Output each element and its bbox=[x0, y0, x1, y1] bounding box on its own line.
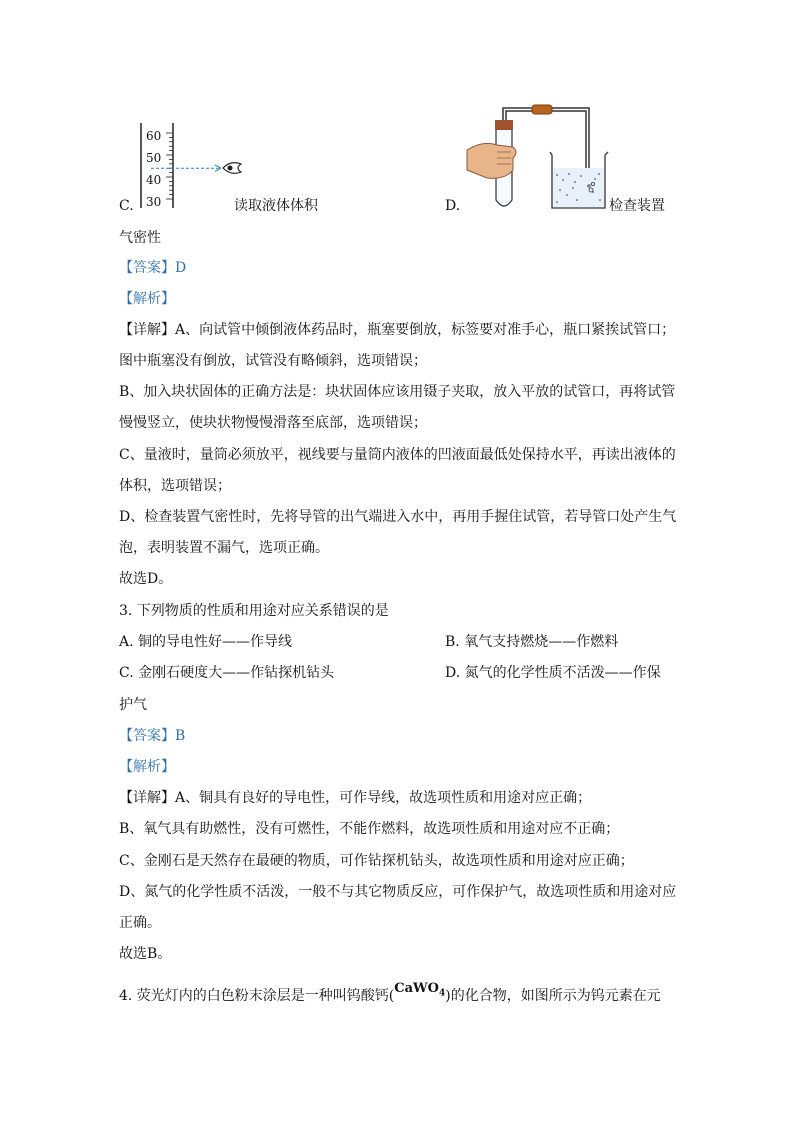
q4-stem-pre: 4. 荧光灯内的白色粉末涂层是一种叫钨酸钙( bbox=[119, 988, 395, 1004]
scale-tick-labels bbox=[146, 125, 161, 213]
figure-d-caption-cont: 气密性 bbox=[119, 230, 161, 246]
q3-line: D、氮气的化学性质不活泼，一般不与其它物质反应，可作保护气，故选项性质和用途对应 bbox=[119, 884, 677, 900]
figure-c-caption: 读取液体体积 bbox=[234, 198, 318, 214]
q4-stem-post: )的化合物，如图所示为钨元素在元 bbox=[445, 988, 661, 1004]
tick-label: 60 bbox=[146, 129, 162, 143]
q2-line: 图中瓶塞没有倒放，试管没有略倾斜，选项错误； bbox=[119, 353, 427, 369]
figure-d-caption: 检查装置 bbox=[609, 198, 665, 214]
q2-line: C、量液时，量筒必须放平，视线要与量筒内液体的凹液面最低处保持水平，再读出液体的 bbox=[119, 447, 676, 463]
formula-main: CaWO bbox=[394, 981, 439, 996]
q2-line: D、检查装置气密性时，先将导管的出气端进入水中，再用手握住试管，若导管口处产生气 bbox=[119, 509, 677, 525]
figure-d bbox=[445, 100, 685, 220]
q4-stem bbox=[119, 981, 661, 1012]
tick-label: 50 bbox=[146, 151, 162, 165]
figure-c bbox=[119, 118, 349, 218]
q3-option-c: C. 金刚石硬度大——作钻探机钻头 bbox=[119, 665, 335, 681]
q3-answer: 【答案】B bbox=[119, 728, 186, 744]
q3-option-a: A. 铜的导电性好——作导线 bbox=[119, 634, 293, 650]
q3-line: 正确。 bbox=[119, 915, 161, 931]
q2-analysis-label: 【解析】 bbox=[119, 291, 175, 307]
q3-line: 【详解】A、铜具有良好的导电性，可作导线，故选项性质和用途对应正确； bbox=[119, 790, 592, 806]
q3-option-b: B. 氧气支持燃烧——作燃料 bbox=[445, 634, 619, 650]
figure-c-label: C. bbox=[119, 198, 134, 214]
q2-line: 故选D。 bbox=[119, 571, 173, 587]
q3-stem: 3. 下列物质的性质和用途对应关系错误的是 bbox=[119, 603, 389, 619]
q3-analysis-label: 【解析】 bbox=[119, 759, 175, 775]
q2-line: 体积，选项错误； bbox=[119, 478, 231, 494]
q3-option-d-cont: 护气 bbox=[119, 697, 147, 713]
q2-line: 泡，表明装置不漏气，选项正确。 bbox=[119, 540, 329, 556]
tick-label: 30 bbox=[146, 195, 162, 209]
eye-icon bbox=[223, 163, 241, 174]
q2-line: 【详解】A、向试管中倾倒液体药品时，瓶塞要倒放，标签要对准手心，瓶口紧挨试管口； bbox=[119, 322, 676, 338]
q2-line: 慢慢竖立，使块状物慢慢滑落至底部，选项错误； bbox=[119, 415, 427, 431]
formula-sub: 4 bbox=[438, 988, 446, 999]
q3-line: 故选B。 bbox=[119, 946, 172, 962]
q2-answer: 【答案】D bbox=[119, 260, 187, 276]
q3-line: C、金刚石是天然存在最硬的物质，可作钻探机钻头，故选项性质和用途对应正确； bbox=[119, 853, 634, 869]
q3-line: B、氧气具有助燃性，没有可燃性，不能作燃料，故选项性质和用途对应不正确； bbox=[119, 821, 620, 837]
tick-label: 40 bbox=[146, 173, 162, 187]
q3-option-d: D. 氮气的化学性质不活泼——作保 bbox=[445, 665, 661, 681]
figure-d-label: D. bbox=[445, 198, 461, 214]
q2-line: B、加入块状固体的正确方法是：块状固体应该用镊子夹取，放入平放的试管口，再将试管 bbox=[119, 384, 676, 400]
chemical-formula bbox=[394, 981, 446, 999]
